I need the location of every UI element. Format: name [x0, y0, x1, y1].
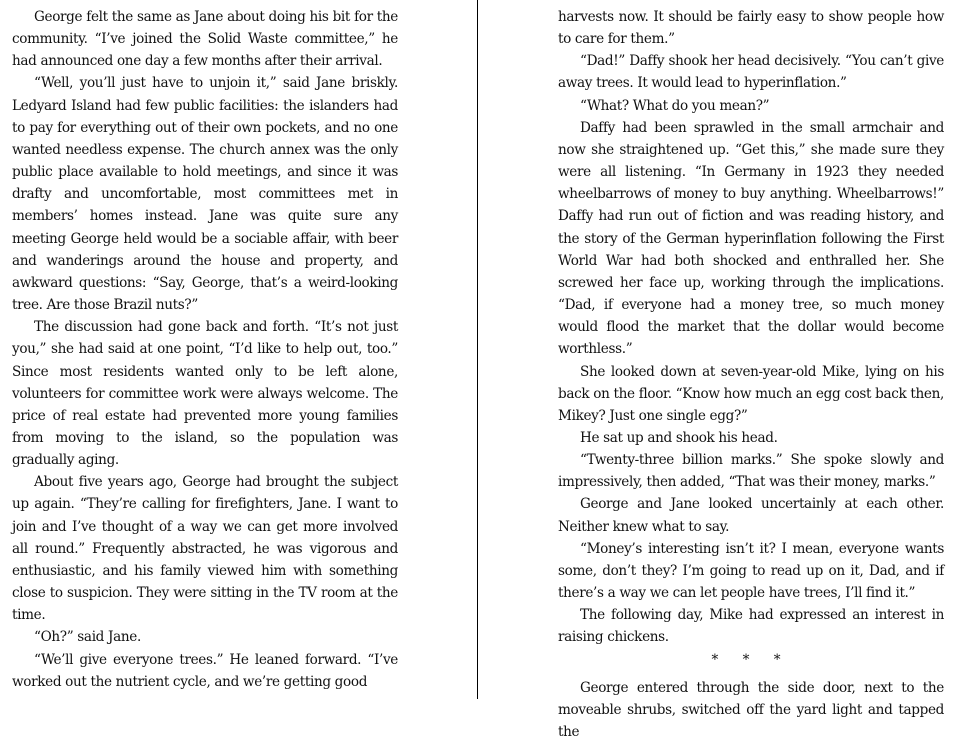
paragraph: George and Jane looked uncertainly at each other. Neither knew what to say. — [558, 496, 944, 535]
page-divider — [477, 0, 478, 699]
paragraph: The discussion had gone back and forth. “It’s not just you,” she had said at one point, “I’d like to help out, too.” Since most residents wanted only to be left alone, volunteers for committee work were always welcome. The price of real estate had prevented more young families from moving to the island, so the population was gradually aging. — [12, 319, 398, 469]
paragraph: Daffy had been sprawled in the small armchair and now she straightened up. “Get this,” she made sure they were all listening. “In Germany in 1923 they needed wheelbarrows of money to buy anything. Wheelbarrows!” Daffy had run out of fiction and was reading history, and the story of the German hyperinflation following the First World War had both shocked and enthralled her. She screwed her face up, working through the implications. “Dad, if everyone had a money tree, so much money would flood the market that the dollar would become worthless.” — [558, 119, 944, 358]
paragraph: About five years ago, George had brought the subject up again. “They’re calling for firefighters, Jane. I want to join and I’ve thought of a way we can get more involved all round.” Frequently abstracted, he was vigorous and enthusiastic, and his family viewed him with something close to suspicion. They were sitting in the TV room at the time. — [12, 474, 398, 624]
left-page-text — [12, 6, 398, 693]
paragraph: The following day, Mike had expressed an interest in raising chickens. — [558, 607, 944, 646]
paragraph: George felt the same as Jane about doing his bit for the community. “I’ve joined the Solid Waste committee,” he had announced one day a few months after their arrival. — [12, 9, 398, 70]
right-page-text — [558, 6, 944, 743]
paragraph: George entered through the side door, next to the moveable shrubs, switched off the yard light and tapped the — [558, 679, 944, 740]
scene-break: * * * — [711, 651, 791, 668]
paragraph: “Well, you’ll just have to unjoin it,” said Jane briskly. Ledyard Island had few public facilities: the islanders had to pay for everything out of their own pockets, and no one wanted needless expense. The church annex was the only public place available to hold meetings, and since it was drafty and uncomfortable, most committees met in members’ homes instead. Jane was quite sure any meeting George held would be a sociable affair, with beer and wanderings around the house and property, and awkward questions: “Say, George, that’s a weird-looking tree. Are those Brazil nuts?” — [12, 75, 398, 314]
paragraph: “Dad!” Daffy shook her head decisively. “You can’t give away trees. It would lead to hyperinflation.” — [558, 53, 944, 92]
paragraph: He sat up and shook his head. — [580, 429, 778, 446]
paragraph: “Oh?” said Jane. — [34, 629, 141, 646]
paragraph: “Money’s interesting isn’t it? I mean, everyone wants some, don’t they? I’m going to read up on it, Dad, and if there’s a way we can let people have trees, I’ll find it.” — [558, 540, 944, 602]
paragraph: She looked down at seven-year-old Mike, lying on his back on the floor. “Know how much an egg cost back then, Mikey? Just one single egg?” — [558, 363, 944, 424]
left-page — [12, 0, 398, 699]
paragraph-continuation: harvests now. It should be fairly easy to show people how to care for them.” — [558, 9, 944, 48]
paragraph: “What? What do you mean?” — [580, 97, 770, 114]
right-page — [558, 0, 944, 740]
paragraph: “Twenty-three billion marks.” She spoke slowly and impressively, then added, “That was their money, marks.” — [558, 452, 944, 491]
paragraph: “We’ll give everyone trees.” He leaned forward. “I’ve worked out the nutrient cycle, and we’re getting good — [12, 651, 398, 690]
